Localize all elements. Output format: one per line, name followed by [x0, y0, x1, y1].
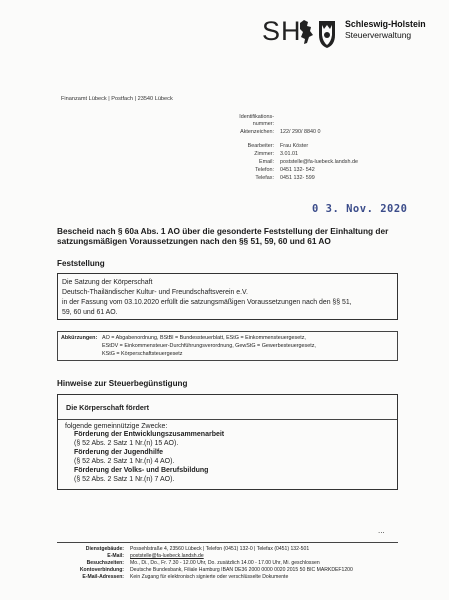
footer-kontoverbindung-label: Kontoverbindung:: [79, 567, 124, 573]
aktenzeichen-label: Aktenzeichen:: [240, 129, 274, 135]
identifikationsnummer-label-2: nummer:: [252, 121, 274, 127]
feststellung-box: [57, 273, 398, 320]
hinweise-section-title: Hinweise zur Steuerbegünstigung: [57, 379, 188, 388]
footer-dienstgebaeude-label: Dienstgebäude:: [85, 546, 124, 552]
zimmer-label: Zimmer:: [254, 151, 274, 157]
feststellung-line-2: Deutsch-Thailändischer Kultur- und Freundschaftsverein e.V.: [62, 289, 248, 296]
abbreviations-line-1: AO = Abgabenordnung, BStBl = Bundessteuerblatt, EStG = Einkommensteuergesetz,: [102, 335, 306, 341]
date-stamp: 0 3. Nov. 2020: [312, 203, 408, 215]
footer-kontoverbindung-value: Deutsche Bundesbank, Filiale Hamburg IBAN DE36 2000 0000 0020 2015 50 BIC MARKDEF1200: [130, 567, 353, 573]
document-heading: Bescheid nach § 60a Abs. 1 AO über die gesonderte Feststellung der Einhaltung der satzungsmäßigen Voraussetzungen nach den §§ 51, 59, 60 und 61 AO: [57, 226, 389, 246]
feststellung-line-3: in der Fassung vom 03.10.2020 erfüllt die satzungsmäßigen Voraussetzungen nach den §§ 51,: [62, 299, 352, 306]
zweck-reference: (§ 52 Abs. 2 Satz 1 Nr.(n) 7 AO).: [74, 476, 175, 483]
continuation-mark: ...: [378, 526, 385, 535]
footer-besuchszeiten-value: Mo., Di., Do., Fr. 7.30 - 12.00 Uhr, Do. zusätzlich 14.00 - 17.00 Uhr, Mi. geschlossen: [130, 560, 320, 566]
footer-divider: [57, 542, 398, 543]
feststellung-title: Feststellung: [57, 259, 105, 268]
feststellung-line-1: Die Satzung der Körperschaft: [62, 279, 153, 286]
telefon-value: 0451 132- 542: [280, 167, 315, 173]
zwecke-intro: folgende gemeinnützige Zwecke:: [65, 423, 168, 430]
abbreviations-line-2: EStDV = Einkommensteuer-Durchführungsverordnung, GewStG = Gewerbesteuergesetz,: [102, 343, 316, 349]
identifikationsnummer-label-1: Identifikations-: [239, 114, 274, 120]
abbreviations-box: [57, 331, 398, 361]
zweck-reference: (§ 52 Abs. 2 Satz 1 Nr.(n) 4 AO).: [74, 458, 175, 465]
bearbeiter-label: Bearbeiter:: [247, 143, 274, 149]
logo-subtitle: Steuerverwaltung: [345, 30, 412, 40]
email-label: Email:: [259, 159, 274, 165]
zweck-reference: (§ 52 Abs. 2 Satz 1 Nr.(n) 15 AO).: [74, 440, 179, 447]
coat-of-arms-icon: [298, 17, 338, 49]
footer-dienstgebaeude-value: Possehlstraße 4, 23560 Lübeck | Telefon (0451) 132-0 | Telefax (0451) 132-501: [130, 546, 310, 552]
email-value[interactable]: poststelle@fa-luebeck.landsh.de: [280, 159, 358, 165]
sender-address-line: Finanzamt Lübeck | Postfach | 23540 Lübeck: [61, 96, 173, 102]
zweck-title: Förderung der Entwicklungszusammenarbeit: [74, 431, 225, 438]
hinweise-divider: [58, 419, 397, 420]
zweck-title: Förderung der Jugendhilfe: [74, 449, 164, 456]
zimmer-value: 3.01.01: [280, 151, 298, 157]
telefax-value: 0451 132- 599: [280, 175, 315, 181]
zweck-title: Förderung der Volks- und Berufsbildung: [74, 467, 209, 474]
hinweise-box-title: Die Körperschaft fördert: [66, 403, 150, 412]
abbreviations-label: Abkürzungen:: [61, 335, 98, 341]
footer-email-adressen-value: Kein Zugang für elektronisch signierte oder verschlüsselte Dokumente: [130, 574, 289, 580]
abbreviations-line-3: KStG = Körperschaftsteuergesetz: [102, 351, 183, 357]
footer-email-adressen-label: E-Mail-Adressen:: [82, 574, 124, 580]
sh-logo-letters: SH: [262, 16, 302, 46]
footer-email-label: E-Mail:: [107, 553, 124, 559]
telefon-label: Telefon:: [255, 167, 274, 173]
footer-besuchszeiten-label: Besuchszeiten:: [86, 560, 124, 566]
feststellung-line-4: 59, 60 und 61 AO.: [62, 309, 118, 316]
telefax-label: Telefax:: [255, 175, 274, 181]
logo-title: Schleswig-Holstein: [345, 19, 426, 29]
aktenzeichen-value: 122/ 290/ 8840 0: [280, 129, 321, 135]
footer-email-value[interactable]: poststelle@fa-luebeck.landsh.de: [130, 553, 204, 559]
bearbeiter-value: Frau Köster: [280, 143, 309, 149]
